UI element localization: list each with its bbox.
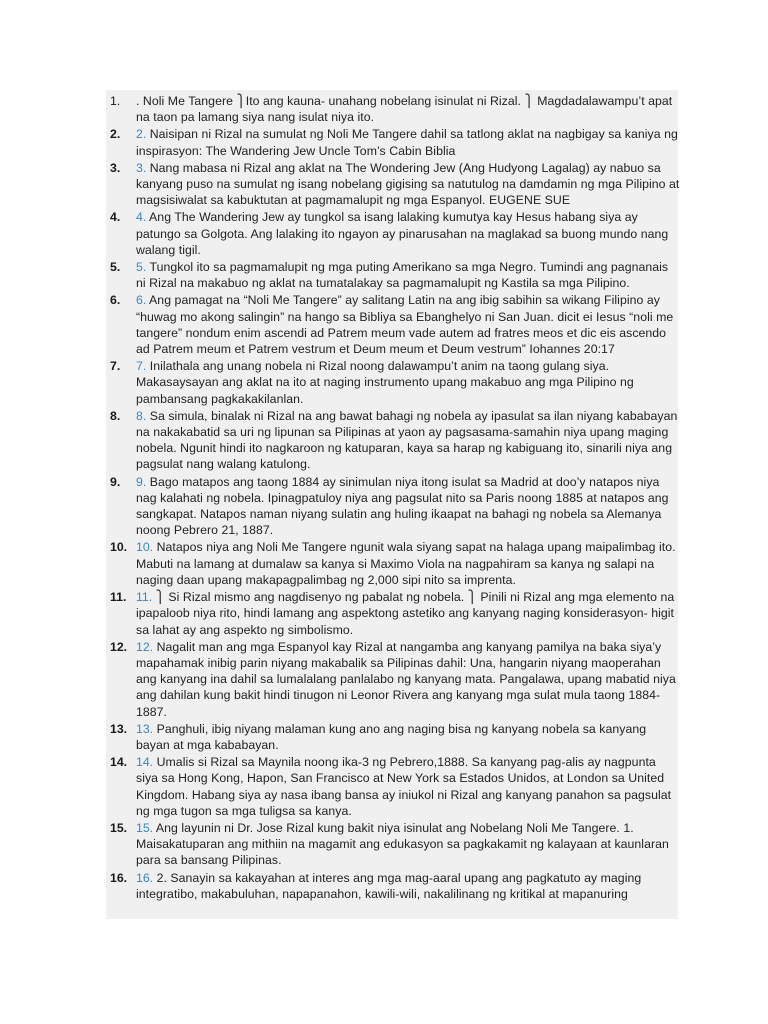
list-item [110,539,680,588]
item-reference-link[interactable]: 16. [136,870,154,885]
list-item [110,259,680,291]
list-item [110,589,680,638]
item-text: . Noli Me Tangere ⎫Ito ang kauna- unahang nobelang isinulat ni Rizal. ⎫ Magdadalawampu’t apat na taon pa lamang siya nang isulat niya ito. [136,94,673,125]
item-reference-link[interactable]: 6. [136,293,147,308]
item-number: 7. [110,359,121,374]
item-text: Inilathala ang unang nobela ni Rizal noong dalawampu’t anim na taong gulang siya. Makasaysayan ang aklat na ito at naging instrumento upang makabuo ang mga Pilipino ng pambansang pagkakakilanlan. [136,359,634,406]
item-number: 2. [110,127,121,142]
item-text: 2. Sanayin sa kakayahan at interes ang mga mag-aaral upang ang pagkatuto ay maging integratibo, makabuluhan, napapanahon, kawili-wili, nakalilinang ng kritikal at mapanuring [136,870,642,901]
item-number: 8. [110,408,121,423]
list-item [110,721,680,753]
list-item [110,870,680,902]
item-text: Nang mabasa ni Rizal ang aklat na The Wondering Jew (Ang Hudyong Lagalag) ay nabuo sa kanyang puso na sumulat ng isang nobelang gigising sa natutulog na damdamin ng mga Pilipino at magsisiwalat sa kabuktutan at pagmamalupit ng mga Espanyol. EUGENE SUE [136,160,680,208]
item-reference-link[interactable]: 15. [136,820,154,835]
item-number: 9. [110,474,121,489]
item-text: Tungkol ito sa pagmamalupit ng mga puting Amerikano sa mga Negro. Tumindi ang pagnanais ni Rizal na makabuo ng aklat na tumatalakay sa pagmamalupit ng Kastila sa mga Pilipino. [136,260,669,291]
item-reference-link[interactable]: 7. [136,359,147,374]
item-number: 12. [110,639,128,654]
item-text: Umalis si Rizal sa Maynila noong ika-3 ng Pebrero,1888. Sa kanyang pag-alis ay nagpunta siya sa Hong Kong, Hapon, San Francisco at New York sa Estados Unidos, at London sa United Kingdom. Habang siya ay nasa ibang bansa ay iniukol ni Rizal ang kanyang panahon sa pagsulat ng mga tugon sa mga tuligsa sa kanya. [136,755,672,818]
item-text: Sa simula, binalak ni Rizal na ang bawat bahagi ng nobela ay ipasulat sa ilan niyang kababayan na nakakabatid sa uri ng lipunan sa Pilipinas at yaon ay pagsasama-samahin niya upang maging nobela. Ngunit hindi ito nagkaroon ng katuparan, kaya sa harap ng kabiguang ito, sinarili niya ang pagsulat nang walang katulong. [136,408,678,472]
list-item [110,408,680,473]
list-item [110,820,680,869]
list-item [110,639,680,720]
item-text: Ang The Wandering Jew ay tungkol sa isang lalaking kumutya kay Hesus habang siya ay patungo sa Golgota. Ang lalaking ito ngayon ay pinarusahan na maglakad sa buong mundo nang walang tigil. [136,210,669,257]
item-number: 4. [110,210,121,225]
list-item [110,126,680,158]
list-item [110,358,680,407]
item-text: Natapos niya ang Noli Me Tangere ngunit wala siyang sapat na halaga upang maipalimbag ito. Mabuti na lamang at dumalaw sa kanya si Maximo Viola na nagpahiram sa kanya ng salapi na naging daan upang makapagpalimbag ng 2,000 sipi nito sa imprenta. [136,540,676,587]
item-text: Naisipan ni Rizal na sumulat ng Noli Me Tangere dahil sa tatlong aklat na nagbigay sa kaniya ng inspirasyon: The Wandering Jew Uncle Tom’s Cabin Biblia [136,127,678,158]
document-list [110,93,680,903]
item-number: 15. [110,820,128,835]
item-reference-link[interactable]: 10. [136,540,154,555]
list-item [110,209,680,258]
list-item [110,93,680,125]
item-number: 6. [110,293,121,308]
item-text: Ang layunin ni Dr. Jose Rizal kung bakit niya isinulat ang Nobelang Noli Me Tangere. 1. Maisakatuparan ang mithiin na magamit ang edukasyon sa pagkakamit ng kalayaan at kaunlaran para sa bansang Pilipinas. [136,820,669,868]
list-item [110,292,680,357]
item-number: 10. [110,540,128,555]
item-reference-link[interactable]: 12. [136,639,154,654]
item-text: Bago matapos ang taong 1884 ay sinimulan niya itong isulat sa Madrid at doo’y natapos niya nag kalahati ng nobela. Ipinagpatuloy niya ang pagsulat nito sa Paris noong 1885 at natapos ang sangkapat. Natapos naman niyang sulatin ang huling ikaapat na bahagi ng nobela sa Alemanya noong Pebrero 21, 1887. [136,474,669,538]
item-text: Ang pamagat na “Noli Me Tangere” ay salitang Latin na ang ibig sabihin sa wikang Filipino ay “huwag mo akong salingin” na hango sa Bibliya sa Ebanghelyo ni San Juan. dicit ei Iesus “noli me tangere” nondum enim ascendi ad Patrem meum vade autem ad fratres meos et dic eis ascendo ad Patrem meum et Patrem vestrum et Deum meum et Deum vestrum” Iohannes 20:17 [136,293,674,357]
item-number: 13. [110,721,128,736]
list-item [110,754,680,819]
item-text: Nagalit man ang mga Espanyol kay Rizal at nangamba ang kanyang pamilya na baka siya’y mapahamak inibig parin niyang makabalik sa Pilipinas dahil: Una, hangarin niyang maoperahan ang kanyang ina dahil sa lumalalang panlalabo ng kanyang mata. Pangalawa, upang mabatid niya ang dahilan kung bakit hindi tinugon ni Leonor Rivera ang kanyang mga sulat mula taong 1884-1887. [136,639,676,719]
item-number: 3. [110,160,121,175]
item-reference-link[interactable]: 3. [136,160,147,175]
item-reference-link[interactable]: 13. [136,721,154,736]
item-text: Panghuli, ibig niyang malaman kung ano ang naging bisa ng kanyang nobela sa kanyang bayan at mga kababayan. [136,721,647,752]
item-reference-link[interactable]: 2. [136,127,147,142]
item-reference-link[interactable]: 9. [136,474,147,489]
item-number: 14. [110,755,128,770]
item-reference-link[interactable]: 11. [136,590,153,605]
item-number: 1. [110,94,121,108]
item-number: 11. [110,590,127,605]
item-reference-link[interactable]: 5. [136,260,147,275]
item-reference-link[interactable]: 8. [136,408,147,423]
item-reference-link[interactable]: 14. [136,755,154,770]
list-item [110,474,680,539]
item-number: 16. [110,870,128,885]
item-text: ⎫ Si Rizal mismo ang nagdisenyo ng pabalat ng nobela. ⎫ Pinili ni Rizal ang mga elemento na ipapaloob niya rito, hindi lamang ang aspektong astetiko ang kanyang naging konsiderasyon- higit sa lahat ay ang aspekto ng simbolismo. [136,590,675,637]
item-number: 5. [110,260,121,275]
item-reference-link[interactable]: 4. [136,210,147,225]
list-item [110,160,680,209]
